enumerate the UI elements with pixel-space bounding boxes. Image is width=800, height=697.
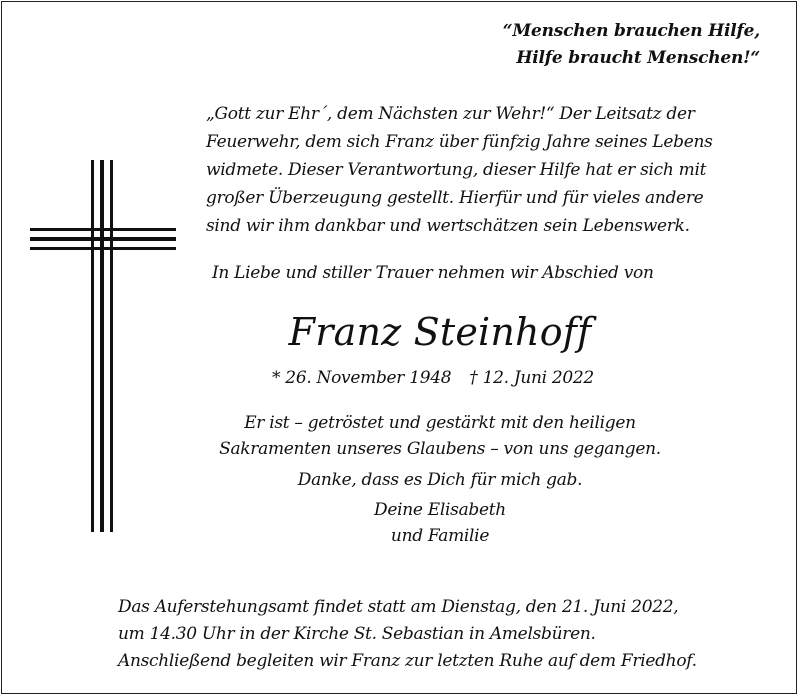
signature-line: und Familie xyxy=(390,526,490,546)
motto-line-1: “Menschen brauchen Hilfe, xyxy=(502,21,760,41)
thanks-line xyxy=(160,467,720,493)
death-date: † 12. Juni 2022 xyxy=(469,368,594,388)
motto xyxy=(503,18,760,72)
birth-date: * 26. November 1948 xyxy=(272,368,452,388)
intro-line: großer Überzeugung gestellt. Hierfür und für vieles andere xyxy=(206,188,704,208)
intro-line: sind wir ihm dankbar und wertschätzen sein Lebenswerk. xyxy=(206,216,690,236)
service-line: Anschließend begleiten wir Franz zur letzten Ruhe auf dem Friedhof. xyxy=(118,651,697,671)
intro-line: Feuerwehr, dem sich Franz über fünfzig Jahre seines Lebens xyxy=(206,132,713,152)
thanks-text: Danke, dass es Dich für mich gab. xyxy=(297,470,583,490)
sacraments-line: Sakramenten unseres Glaubens – von uns gegangen. xyxy=(219,439,661,459)
deceased-name: Franz Steinhoff xyxy=(288,310,592,354)
intro-paragraph xyxy=(206,100,766,240)
sacraments-line: Er ist – getröstet und gestärkt mit den heiligen xyxy=(244,413,636,433)
signature-line: Deine Elisabeth xyxy=(374,500,506,520)
motto-line-2: Hilfe braucht Menschen!“ xyxy=(516,48,760,68)
sacraments-text xyxy=(160,410,720,462)
signature xyxy=(160,497,720,549)
life-dates xyxy=(272,365,594,391)
service-line: Das Auferstehungsamt findet statt am Dienstag, den 21. Juni 2022, xyxy=(118,597,679,617)
intro-line: widmete. Dieser Verantwortung, dieser Hilfe hat er sich mit xyxy=(206,160,707,180)
service-line: um 14.30 Uhr in der Kirche St. Sebastian in Amelsbüren. xyxy=(118,624,596,644)
farewell-line: In Liebe und stiller Trauer nehmen wir Abschied von xyxy=(212,263,654,283)
service-info xyxy=(118,594,778,675)
intro-line: „Gott zur Ehr´, dem Nächsten zur Wehr!“ Der Leitsatz der xyxy=(206,104,695,124)
